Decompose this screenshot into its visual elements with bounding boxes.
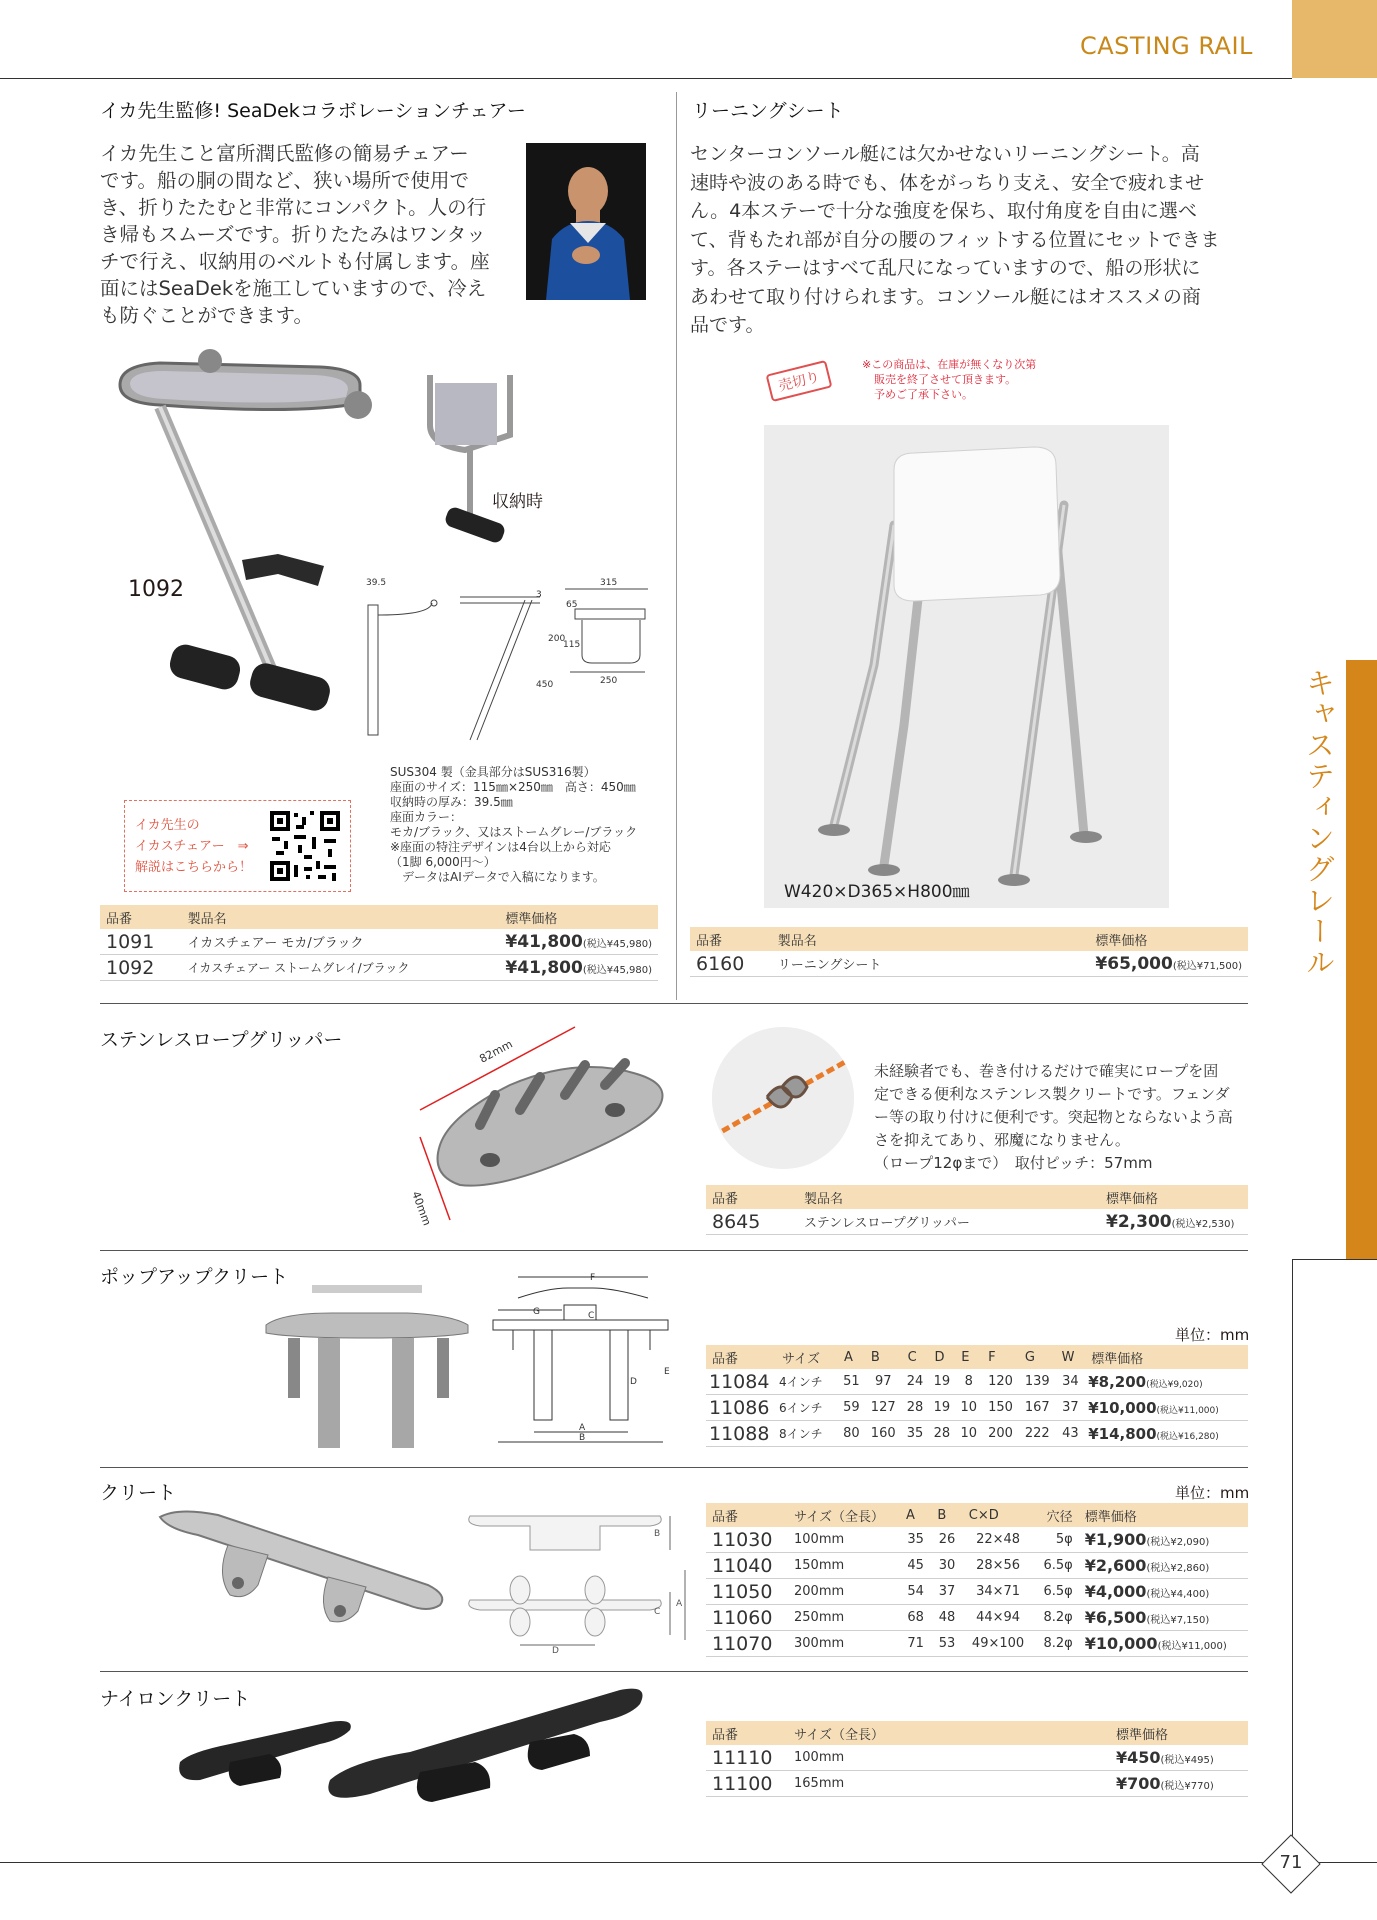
col-d: D bbox=[928, 1345, 955, 1369]
leaning-seat-description: センターコンソール艇には欠かせないリーニングシート。高 速時や波のある時でも、体をがっちり支え、安全で疲れませ ん。4本ステーで十分な強度を保ち、取付角度を自由に選べ て、背もたれ部が自分の腰のフィットする位置にセットできま す。各ステーはすべて乱尺になっていますので、船の形状に あわせて取り付けられます。コンソール艇にはオススメの商 品です。 bbox=[690, 143, 1220, 336]
dim-label-a: A bbox=[676, 1599, 683, 1609]
table-row: 6160 リーニングシート ¥65,000(税込¥71,500) bbox=[690, 951, 1248, 977]
col-price: 標準価格 bbox=[1100, 1185, 1248, 1209]
section-divider-1 bbox=[100, 1003, 1248, 1004]
sold-out-stamp: 売切り bbox=[766, 360, 833, 402]
col-size: サイズ bbox=[776, 1345, 838, 1369]
dim-label-c: C bbox=[654, 1607, 661, 1617]
table-row: 11084 4インチ 51 97 24 19 8 120 139 34 ¥8,200(税込¥9,020) bbox=[706, 1369, 1248, 1395]
ika-chair-folded-photo bbox=[425, 355, 525, 570]
popup-cleat-photo bbox=[262, 1283, 472, 1453]
side-tab-rule bbox=[1292, 1259, 1377, 1260]
dim-115: 115 bbox=[563, 640, 581, 650]
dim-39-5: 39.5 bbox=[366, 578, 387, 588]
table-row: 1091 イカスチェアー モカ/ブラック ¥41,800(税込¥45,980) bbox=[100, 929, 658, 955]
table-row: 11030 100mm 35 26 22×48 5φ ¥1,900(税込¥2,090) bbox=[706, 1527, 1248, 1553]
ika-chair-price-table bbox=[100, 905, 658, 981]
col-c: C bbox=[902, 1345, 929, 1369]
table-row: 1092 イカスチェアー ストームグレイ/ブラック ¥41,800(税込¥45,980) bbox=[100, 955, 658, 981]
ika-chair-storage-label: 収納時 bbox=[492, 492, 543, 512]
header-accent-block bbox=[1292, 0, 1377, 78]
col-price: 標準価格 bbox=[1089, 927, 1248, 951]
dim-label-d: D bbox=[630, 1377, 637, 1387]
col-code: 品番 bbox=[706, 1721, 788, 1745]
popup-cleat-title: ポップアップクリート bbox=[100, 1266, 289, 1288]
popup-cleat-unit: 単位：mm bbox=[1175, 1326, 1250, 1344]
leaning-seat-size-label: W420×D365×H800㎜ bbox=[784, 882, 970, 902]
col-code: 品番 bbox=[706, 1345, 776, 1369]
dim-40mm: 40mm bbox=[409, 1189, 434, 1228]
table-row: 11100 165mm ¥700(税込¥770) bbox=[706, 1771, 1248, 1797]
dim-label-e: E bbox=[664, 1367, 670, 1377]
nylon-cleat-photo bbox=[170, 1682, 650, 1812]
ika-chair-specs: SUS304 製（金具部分はSUS316製） 座面のサイズ：115㎜×250㎜ 高さ：450㎜ 収納時の厚み：39.5㎜ 座面カラー： モカ/ブラック、又はストームグレー/ブラック ※座面の特注デザインは4台以上から対応 （1脚 6,000円〜） データはAIデータで入稿になります。 bbox=[390, 765, 638, 884]
ika-chair-title: イカ先生監修! SeaDekコラボレーションチェアー bbox=[100, 100, 526, 122]
rope-gripper-detail-photo bbox=[712, 1027, 854, 1169]
dim-label-g: G bbox=[533, 1307, 540, 1317]
header-rule bbox=[0, 78, 1292, 79]
leaning-seat-price-table bbox=[690, 927, 1248, 977]
dim-82mm: 82mm bbox=[477, 1037, 515, 1066]
col-a: A bbox=[900, 1503, 931, 1527]
col-code: 品番 bbox=[690, 927, 772, 951]
table-row: 11070 300mm 71 53 49×100 8.2φ ¥10,000(税込¥11,000) bbox=[706, 1631, 1248, 1657]
dim-label-b: B bbox=[579, 1433, 586, 1443]
dim-label-d: D bbox=[552, 1646, 559, 1655]
rope-gripper-title: ステンレスロープグリッパー bbox=[100, 1029, 343, 1051]
section-divider-3 bbox=[100, 1467, 1248, 1468]
col-hole: 穴径 bbox=[1033, 1503, 1078, 1527]
ika-chair-description: イカ先生こと富所潤氏監修の簡易チェアー です。船の胴の間など、狭い場所で使用で き、折りたたむと非常にコンパクト。人の行 き帰もスムーズです。折りたたみはワンタッ チで行え、収納用のベルトも付属します。座 面にはSeaDekを施工していますので、冷え も防ぐことができます。 bbox=[100, 142, 490, 327]
qr-promo-text: イカ先生の イカスチェアー ⇒ 解説はこちらから！ bbox=[135, 818, 253, 875]
page-number: 71 bbox=[1279, 1852, 1303, 1873]
dim-label-f: F bbox=[590, 1273, 596, 1283]
ika-chair-photo bbox=[100, 345, 400, 735]
table-row: 11040 150mm 45 30 28×56 6.5φ ¥2,600(税込¥2,860) bbox=[706, 1553, 1248, 1579]
popup-cleat-price-table bbox=[706, 1345, 1248, 1447]
dim-200: 200 bbox=[548, 634, 566, 644]
table-row: 11050 200mm 54 37 34×71 6.5φ ¥4,000(税込¥4,400) bbox=[706, 1579, 1248, 1605]
nylon-cleat-price-table bbox=[706, 1721, 1248, 1797]
dim-3: 3 bbox=[536, 590, 542, 600]
popup-cleat-diagram bbox=[488, 1270, 673, 1450]
section-divider-4 bbox=[100, 1671, 1248, 1672]
cleat-price-table bbox=[706, 1503, 1248, 1657]
footer-rule bbox=[0, 1862, 1377, 1863]
col-cxd: C×D bbox=[963, 1503, 1034, 1527]
dim-250: 250 bbox=[600, 676, 618, 686]
col-price: 標準価格 bbox=[1085, 1345, 1248, 1369]
col-size: サイズ（全長） bbox=[788, 1721, 1110, 1745]
side-tab-label: キャスティングレール bbox=[1302, 668, 1336, 978]
storage-strap-photo bbox=[238, 550, 328, 590]
qr-promo-box[interactable] bbox=[124, 800, 351, 892]
side-tab bbox=[1346, 660, 1377, 1260]
column-divider bbox=[676, 92, 677, 1000]
col-f: F bbox=[982, 1345, 1019, 1369]
col-code: 品番 bbox=[706, 1185, 798, 1209]
table-row: 8645 ステンレスロープグリッパー ¥2,300(税込¥2,530) bbox=[706, 1209, 1248, 1235]
col-size: サイズ（全長） bbox=[788, 1503, 900, 1527]
ika-chair-model-label: 1092 bbox=[128, 577, 184, 602]
col-name: 製品名 bbox=[772, 927, 1090, 951]
section-divider-2 bbox=[100, 1250, 1248, 1251]
col-price: 標準価格 bbox=[1110, 1721, 1248, 1745]
dim-65: 65 bbox=[566, 600, 578, 610]
table-row: 11086 6インチ 59 127 28 19 10 150 167 37 ¥10,000(税込¥11,000) bbox=[706, 1395, 1248, 1421]
rope-gripper-photo bbox=[400, 1015, 710, 1235]
table-row: 11110 100mm ¥450(税込¥495) bbox=[706, 1745, 1248, 1771]
nylon-cleat-title: ナイロンクリート bbox=[100, 1688, 251, 1710]
dim-450: 450 bbox=[536, 680, 554, 690]
col-g: G bbox=[1019, 1345, 1056, 1369]
cleat-diagram bbox=[460, 1510, 695, 1655]
rope-gripper-price-table bbox=[706, 1185, 1248, 1235]
col-b: B bbox=[931, 1503, 962, 1527]
qr-code-icon[interactable] bbox=[268, 809, 342, 883]
col-name: 製品名 bbox=[182, 905, 500, 929]
ika-chair-dimension-drawing bbox=[360, 575, 680, 755]
cleat-unit: 単位：mm bbox=[1175, 1484, 1250, 1502]
col-b: B bbox=[865, 1345, 902, 1369]
col-e: E bbox=[955, 1345, 982, 1369]
col-a: A bbox=[838, 1345, 865, 1369]
dim-315: 315 bbox=[600, 578, 618, 588]
leaning-seat-title: リーニングシート bbox=[692, 100, 844, 122]
table-row: 11060 250mm 68 48 44×94 8.2φ ¥6,500(税込¥7,150) bbox=[706, 1605, 1248, 1631]
header-section-label: CASTING RAIL bbox=[1080, 32, 1253, 60]
col-code: 品番 bbox=[706, 1503, 788, 1527]
table-row: 11088 8インチ 80 160 35 28 10 200 222 43 ¥14,800(税込¥16,280) bbox=[706, 1421, 1248, 1447]
rope-gripper-description: 未経験者でも、巻き付けるだけで確実にロープを固 定できる便利なステンレス製クリートです。フェンダ ー等の取り付けに便利です。突起物とならないよう高 さを抑えてあり、邪魔になりません。 （ロープ12φまで） 取付ピッチ：57mm bbox=[874, 1062, 1233, 1172]
discontinued-notice: ※この商品は、在庫が無くなり次第 販売を終了させて頂きます。 予めご了承下さい。 bbox=[862, 358, 1037, 401]
col-code: 品番 bbox=[100, 905, 182, 929]
ika-sensei-photo bbox=[526, 143, 646, 300]
col-name: 製品名 bbox=[798, 1185, 1100, 1209]
col-price: 標準価格 bbox=[499, 905, 658, 929]
leaning-seat-photo bbox=[764, 425, 1169, 908]
dim-label-a: A bbox=[579, 1423, 586, 1433]
cleat-photo bbox=[158, 1505, 448, 1635]
col-price: 標準価格 bbox=[1079, 1503, 1248, 1527]
cleat-title: クリート bbox=[100, 1482, 177, 1504]
col-w: W bbox=[1056, 1345, 1086, 1369]
dim-label-c: C bbox=[588, 1311, 595, 1321]
dim-label-b: B bbox=[654, 1529, 661, 1539]
